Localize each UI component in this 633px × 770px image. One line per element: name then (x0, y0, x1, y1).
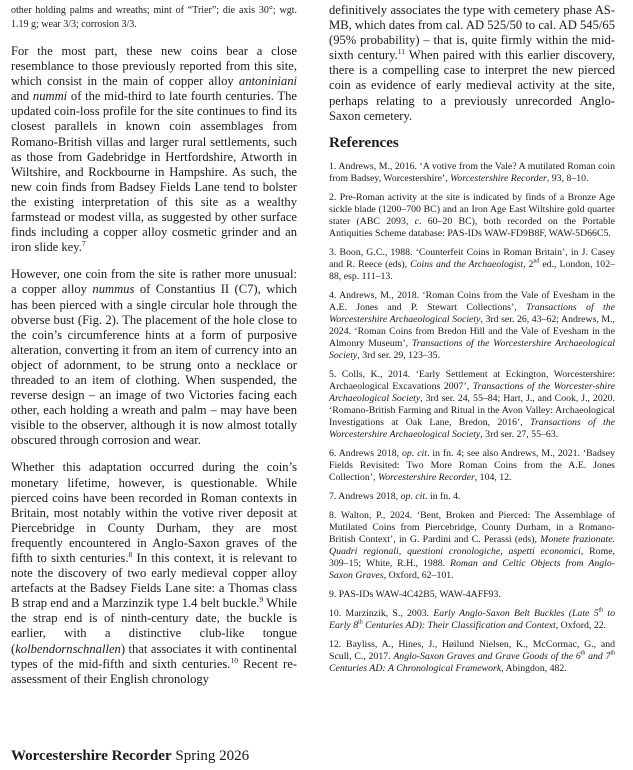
italic-text: kolbendornschnallen (15, 641, 121, 656)
italic-text: op. cit (402, 447, 427, 459)
reference-item: 5. Colls, K., 2014. ‘Early Settlement at Eckington, Worcestershire: Archaeological Excavations 2007’, Transactions of the Worcester-shire Archaeological Society, 3rd ser. 24, 55–84; Hart, J., and Cook, J., 2020. ‘Romano-British Farming and Ritual in the Avon Valley: Archaeological Investigations at Oak Lane, Bredon, 2016’, Transactions of the Worcestershire Archaeological Society, 3rd ser. 27, 55–63. (329, 368, 615, 440)
reference-item: 1. Andrews, M., 2016. ‘A votive from the Vale? A mutilated Roman coin from Badsey, Worcestershire’, Worcestershire Recorder, 93, 8–10. (329, 160, 615, 184)
italic-text: to Early 8 (329, 607, 615, 631)
references-list (329, 161, 615, 675)
footer-issue: Spring 2026 (171, 748, 250, 764)
footnote-marker: th (580, 650, 586, 657)
figure-caption-continued: other holding palms and wreaths; mint of “Trier”; die axis 30°; wgt. 1.19 g; wear 3/3; corrosion 3/3. (11, 5, 297, 30)
italic-text: antoniniani (238, 74, 297, 89)
italic-text: Monete frazionate. Quadri regionali, questioni cronologiche, aspetti economici (329, 533, 615, 557)
reference-item: 12. Bayliss, A., Hines, J., Høilund Nielsen, K., McCormac, G., and Scull, C., 2017. Anglo-Saxon Graves and Grave Goods of the 6th and 7th Centuries AD: A Chronological Framework, Abingdon, 482. (329, 638, 616, 674)
reference-item: 3. Boon, G.C., 1988. ‘Counterfeit Coins in Roman Britain’, in J. Casey and R. Reece (eds), Coins and the Archaeologist, 2nd ed., London, 102–88, esp. 111–13. (329, 246, 615, 282)
italic-text: and 7 (585, 650, 611, 662)
italic-text: Anglo-Saxon Graves and Grave Goods of the 6 (393, 650, 581, 662)
paragraph-coin-profile: For the most part, these new coins bear a close resemblance to those previously reported from this site, which consist in the main of copper alloy antoniniani and nummi of the mid-third to late fourth centuries. The updated coin-loss profile for the site continues to find its closest parallels in known coin assemblages from Romano-British villas and larger rural settlements, such as those from Gadebridge in Hertfordshire, Atworth in Wiltshire, and Rockbourne in Hampshire. As such, the new coin finds from Badsey Fields Lane tend to bolster the existing interpretation of this site as a wealthy farmstead or modest villa, as suggested by other surface finds including a copper alloy cosmetic grinder and an iron slide key.$^7$ (11, 44, 297, 255)
footnote-marker: th (610, 650, 616, 657)
footnote-marker: 10 (230, 655, 238, 665)
footnote-marker: nd (533, 258, 540, 265)
italic-text: Transactions of the Worcestershire Archaeological Society (329, 301, 615, 325)
footnote-marker: 7 (81, 239, 86, 249)
reference-item: 2. Pre-Roman activity at the site is indicated by finds of a Bronze Age sickle blade (1200–700 BC) and an Iron Age East Wiltshire gold quarter stater (ABC 2093, c. 60–20 BC), both recorded on the Portable Antiquities Scheme database: PAS-IDs WAW-FD9B8F, WAW-5D66C5. (329, 191, 615, 239)
italic-text: Transactions of the Worcestershire Archaeological Society (329, 416, 615, 440)
italic-text: Worcestershire Recorder (377, 471, 475, 483)
italic-text: Worcestershire Recorder (450, 172, 547, 184)
italic-text: nummus (92, 282, 135, 297)
footnote-marker: 11 (397, 47, 405, 57)
reference-item: 7. Andrews 2018, op. cit. in fn. 4. (329, 490, 461, 502)
reference-item: 4. Andrews, M., 2018. ‘Roman Coins from the Vale of Evesham in the A.E. Jones and P. Stewart Collections’, Transactions of the Worcestershire Archaeological Society, 3rd ser. 26, 43–62; Andrews, M., 2024. ‘Roman Coins from Bredon Hill and the Vale of Evesham in the Almonry Museum’, Transactions of the Worcestershire Archaeological Society, 3rd ser. 29, 123–35. (329, 289, 615, 361)
footnote-marker: 9 (259, 595, 264, 605)
reference-item: 10. Marzinzik, S., 2003. Early Anglo-Saxon Belt Buckles (Late 5th to Early 8th Centuries AD): Their Classification and Context, Oxford, 22. (329, 607, 615, 631)
reference-item: 6. Andrews 2018, op. cit. in fn. 4; see also Andrews, M., 2021. ‘Badsey Fields Revisited: Two More Roman Coins from the A.E. Jones Collection’, Worcestershire Recorder, 104, 12. (329, 447, 615, 483)
italic-text: Early Anglo-Saxon Belt Buckles (Late 5 (433, 607, 599, 619)
italic-text: Coins and the Archaeologist (410, 258, 524, 270)
right-column (329, 0, 615, 682)
footnote-marker: 8 (128, 549, 133, 559)
italic-text: Centuries AD: A Chronological Framework (329, 662, 502, 674)
footnote-marker: th (358, 619, 363, 626)
italic-text: Transactions of the Worcestershire Archaeological Society (329, 337, 615, 361)
italic-text: Transactions of the Worcester-shire Archaeological Society (329, 380, 615, 404)
references-heading: References (329, 134, 399, 151)
paragraph-pierced-coin: However, one coin from the site is rather more unusual: a copper alloy nummus of Constantius II (C7), which has been pierced with a single circular hole through the obverse bust (Fig. 2). The placement of the hole close to the coin’s circumference hints at a form of purposive alteration, converting it from an item of currency into an object of adornment, to be strung onto a necklace or threaded to an item of clothing. When suspended, the reverse design – an image of two Victories facing each other, each holding a wreath and palm – may have been visible to the observer, although it is now almost totally obscured through corrosion and wear. (11, 267, 297, 448)
left-column (11, 0, 297, 687)
reference-item: 8. Walton, P., 2024. ‘Bent, Broken and Pierced: The Assemblage of Mutilated Coins from Piercebridge, County Durham, in a Romano-British Context’, in G. Pardini and C. Perassi (eds), Monete frazionate. Quadri regionali, questioni cronologiche, aspetti economici, Rome, 309–15; White, R.H., 1988. Roman and Celtic Objects from Anglo-Saxon Graves, Oxford, 62–101. (329, 509, 615, 581)
footnote-marker: th (598, 607, 604, 614)
italic-text: op. cit (400, 490, 426, 502)
paragraph-cemetery: definitively associates the type with cemetery phase AS-MB, which dates from cal. AD 525/50 to cal. AD 545/65 (95% probability) – that is, quite firmly within the mid-sixth century.$^{11}$ When paired with this earlier discovery, there is a compelling case to interpret the new pierced coin as evidence of early medieval activity at the site, perhaps relating to a previously unrecorded Anglo-Saxon cemetery. (329, 3, 615, 123)
page-footer (11, 747, 249, 765)
paragraph-adaptation: Whether this adaptation occurred during the coin’s monetary lifetime, however, is questionable. While pierced coins have been recorded in Roman contexts in Britain, most notably within the votive river deposit at Piercebridge in County Durham, they are most frequently encountered in Anglo-Saxon graves of the fifth to sixth centuries.$^8$ In this context, it is relevant to note the discovery of two early medieval copper alloy artefacts at the Badsey Fields Lane site: a Thomas class B strap end and a Marzinzik type 1.4 belt buckle.$^9$ While the strap end is of ninth-century date, the buckle is earlier, with a distinctive club-like tongue (kolbendornschnallen) that associates it with continental types of the mid-fifth and sixth centuries.$^{10}$ Recent re-assessment of their English chronology (11, 460, 297, 686)
footer-journal-title: Worcestershire Recorder (11, 748, 172, 764)
italic-text: nummi (32, 89, 68, 104)
italic-text: Centuries AD): Their Classification and Context (362, 619, 556, 631)
italic-text: Roman and Celtic Objects from Anglo-Saxon Graves (329, 557, 615, 581)
reference-item: 9. PAS-IDs WAW-4C42B5, WAW-4AFF93. (329, 588, 501, 600)
italic-text: c (414, 215, 419, 227)
